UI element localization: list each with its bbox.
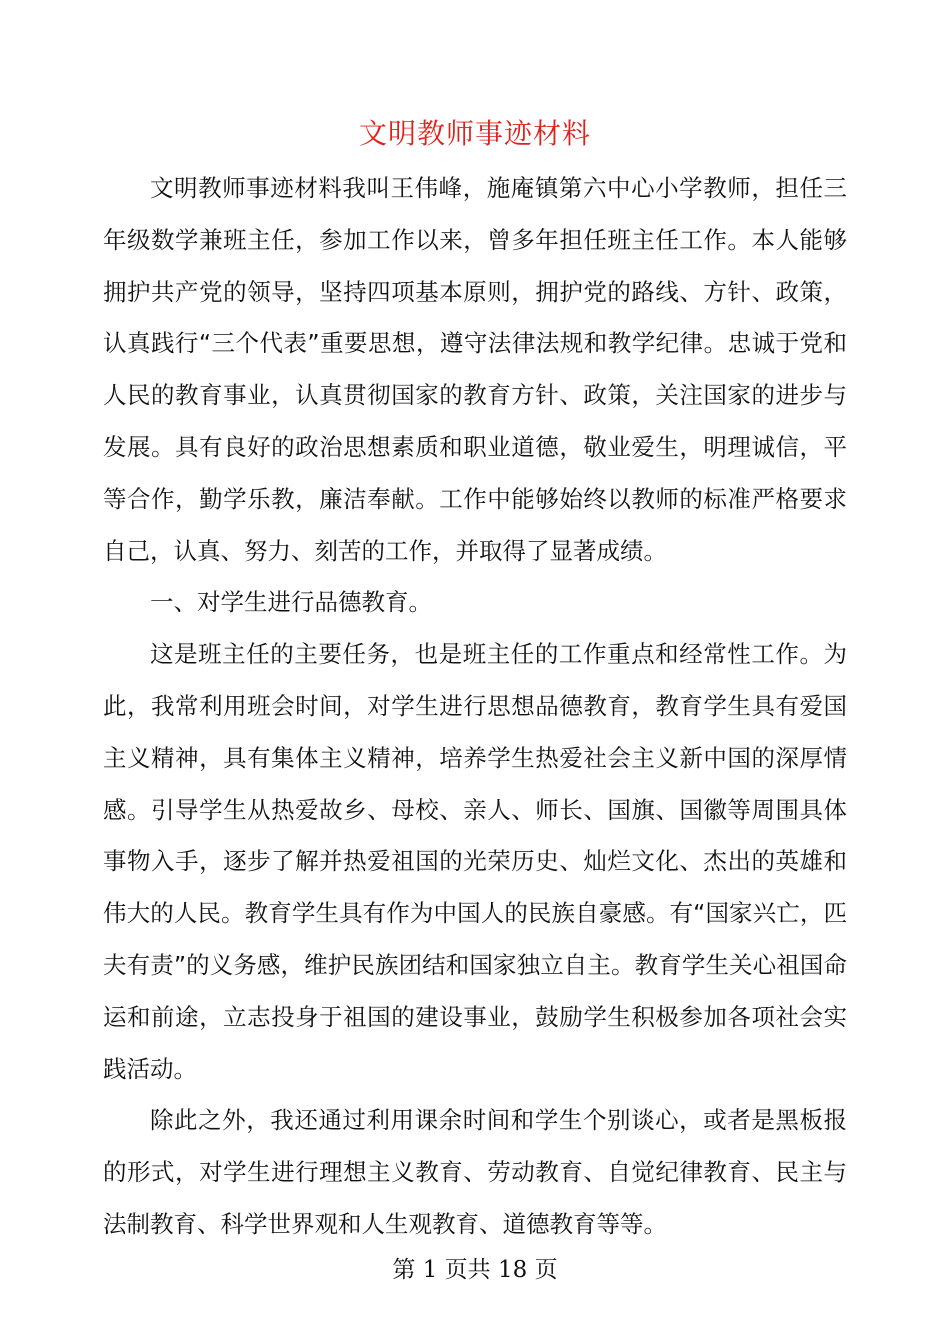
document-body <box>103 163 847 1251</box>
page-footer: 第 1 页共 18 页 <box>392 1257 558 1283</box>
paragraph-intro: 文明教师事迹材料我叫王伟峰，施庵镇第六中心小学教师，担任三年级数学兼班主任，参加工作以来，曾多年担任班主任工作。本人能够拥护共产党的领导，坚持四项基本原则，拥护党的路线、方针、政策，认真践行“三个代表”重要思想，遵守法律法规和教学纪律。忠诚于党和人民的教育事业，认真贯彻国家的教育方针、政策，关注国家的进步与发展。具有良好的政治思想素质和职业道德，敬业爱生，明理诚信，平等合作，勤学乐教，廉洁奉献。工作中能够始终以教师的标准严格要求自己，认真、努力、刻苦的工作，并取得了显著成绩。 <box>103 174 847 565</box>
section-heading-moral-education: 一、对学生进行品德教育。 <box>150 588 432 617</box>
paragraph-other-methods: 除此之外，我还通过利用课余时间和学生个别谈心，或者是黑板报的形式，对学生进行理想主义教育、劳动教育、自觉纪律教育、民主与法制教育、科学世界观和人生观教育、道德教育等等。 <box>103 1106 847 1238</box>
paragraph-moral-education: 这是班主任的主要任务，也是班主任的工作重点和经常性工作。为此，我常利用班会时间，对学生进行思想品德教育，教育学生具有爱国主义精神，具有集体主义精神，培养学生热爱社会主义新中国的深厚情感。引导学生从热爱故乡、母校、亲人、师长、国旗、国徽等周围具体事物入手，逐步了解并热爱祖国的光荣历史、灿烂文化、杰出的英雄和伟大的人民。教育学生具有作为中国人的民族自豪感。有“国家兴亡，匹夫有责”的义务感，维护民族团结和国家独立自主。教育学生关心祖国命运和前途，立志投身于祖国的建设事业，鼓励学生积极参加各项社会实践活动。 <box>103 640 847 1083</box>
document-title: 文明教师事迹材料 <box>358 117 591 150</box>
